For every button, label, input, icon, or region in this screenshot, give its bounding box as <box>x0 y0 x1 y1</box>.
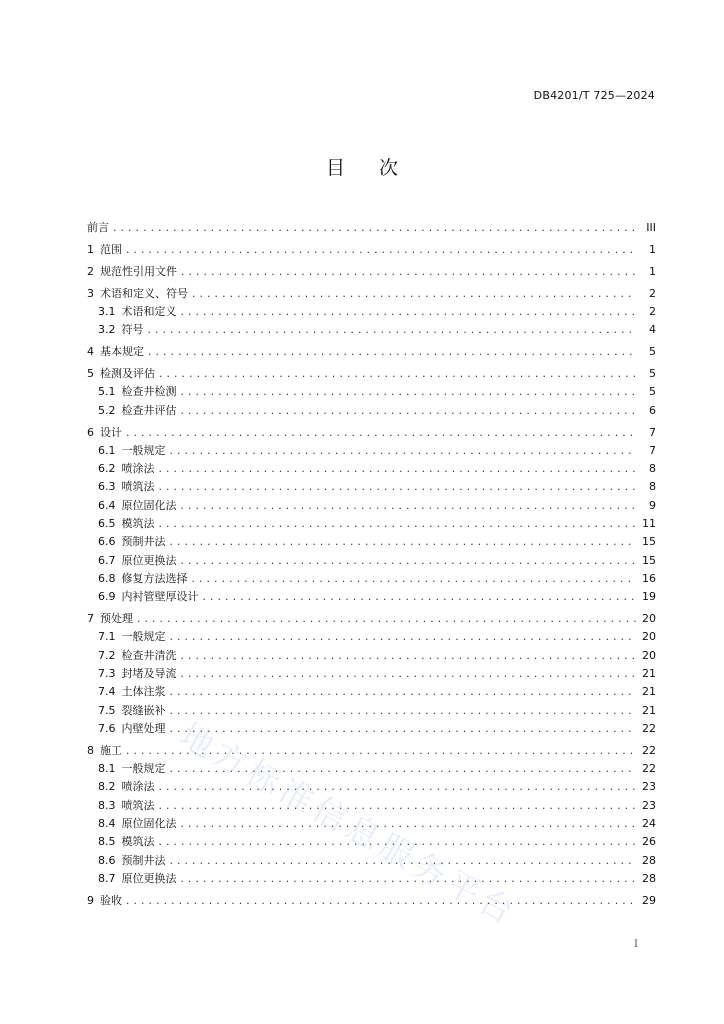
toc-entry-page: 15 <box>642 553 656 567</box>
toc-leader-dots <box>125 246 636 257</box>
toc-entry-title: 一般规定 <box>121 762 166 776</box>
toc-entry-title: 前言 <box>87 221 109 234</box>
toc-entry-title: 喷涂法 <box>121 462 155 476</box>
toc-entry-number: 6.3 <box>98 480 116 494</box>
toc-entry-title: 封堵及导流 <box>121 666 177 680</box>
toc-entry-number: 2 <box>87 264 94 278</box>
toc-entry-page: 29 <box>642 893 656 907</box>
toc-entry-page: 28 <box>642 853 656 867</box>
document-code: DB4201/T 725—2024 <box>533 89 655 102</box>
toc-entry-title: 一般规定 <box>121 630 166 644</box>
toc-leader-dots <box>180 557 637 568</box>
toc-entry-page: 22 <box>642 721 656 735</box>
toc-entry-title: 设计 <box>100 425 122 439</box>
toc-leader-dots <box>158 370 636 381</box>
toc-entry[interactable] <box>87 797 656 815</box>
toc-entry-title: 原位更换法 <box>121 871 177 885</box>
toc-entry-number: 6 <box>87 425 94 439</box>
toc-entry[interactable] <box>87 870 656 888</box>
toc-leader-dots <box>158 520 637 531</box>
toc-entry-title: 检测及评估 <box>100 367 155 381</box>
table-of-contents <box>87 219 656 910</box>
toc-entry[interactable] <box>87 702 656 720</box>
toc-entry-page: 1 <box>649 264 656 278</box>
toc-entry-page: III <box>646 221 656 234</box>
toc-entry-number: 8.4 <box>98 816 116 830</box>
toc-entry-page: 23 <box>642 780 656 794</box>
toc-entry[interactable] <box>87 647 656 665</box>
toc-entry-page: 21 <box>642 703 656 717</box>
toc-entry-page: 22 <box>642 743 656 757</box>
toc-leader-dots <box>169 725 637 736</box>
toc-entry-title: 术语和定义、符号 <box>100 286 188 300</box>
toc-entry[interactable] <box>87 683 656 701</box>
toc-entry[interactable] <box>87 402 656 420</box>
toc-entry-page: 7 <box>649 443 656 457</box>
toc-leader-dots <box>191 575 637 586</box>
toc-entry-number: 8.5 <box>98 835 116 849</box>
toc-entry-page: 19 <box>642 590 656 604</box>
toc-leader-dots <box>125 429 636 440</box>
toc-entry-number: 6.4 <box>98 498 116 512</box>
toc-entry[interactable] <box>87 833 656 851</box>
toc-entry[interactable] <box>87 515 656 533</box>
toc-entry[interactable] <box>87 552 656 570</box>
toc-entry-title: 验收 <box>100 893 122 907</box>
toc-entry-number: 7 <box>87 612 94 626</box>
title-char-left: 目 <box>325 157 345 179</box>
toc-entry[interactable] <box>87 241 656 259</box>
toc-leader-dots <box>125 897 636 908</box>
toc-entry[interactable] <box>87 460 656 478</box>
toc-entry-title: 符号 <box>121 323 144 337</box>
toc-entry-page: 8 <box>649 462 656 476</box>
toc-leader-dots <box>136 615 636 626</box>
toc-leader-dots <box>125 747 636 758</box>
toc-leader-dots <box>180 820 637 831</box>
toc-entry[interactable] <box>87 760 656 778</box>
toc-leader-dots <box>158 465 637 476</box>
toc-entry-number: 7.1 <box>98 630 116 644</box>
toc-entry-number: 6.5 <box>98 517 116 531</box>
toc-entry-page: 9 <box>649 498 656 512</box>
toc-entry-page: 21 <box>642 666 656 680</box>
toc-entry-number: 3 <box>87 286 94 300</box>
toc-leader-dots <box>158 783 637 794</box>
toc-entry-page: 21 <box>642 685 656 699</box>
toc-entry-number: 8.3 <box>98 798 116 812</box>
toc-entry[interactable] <box>87 533 656 551</box>
toc-entry-title: 喷筑法 <box>121 798 155 812</box>
toc-entry-page: 6 <box>649 403 656 417</box>
toc-entry-page: 20 <box>642 648 656 662</box>
toc-entry-page: 26 <box>642 835 656 849</box>
toc-leader-dots <box>180 268 636 279</box>
toc-entry-title: 预处理 <box>100 612 133 626</box>
toc-entry-number: 1 <box>87 242 94 256</box>
toc-entry-title: 内衬管壁厚设计 <box>121 590 199 604</box>
toc-entry[interactable] <box>87 263 656 281</box>
watermark: 地方标准信息服务平台 <box>173 715 525 934</box>
toc-leader-dots <box>180 388 637 399</box>
toc-entry-page: 7 <box>649 425 656 439</box>
toc-entry-title: 预制井法 <box>121 853 166 867</box>
toc-entry-page: 8 <box>649 480 656 494</box>
toc-entry-title: 土体注浆 <box>121 685 166 699</box>
toc-entry-number: 6.9 <box>98 590 116 604</box>
toc-entry-title: 术语和定义 <box>121 304 177 318</box>
toc-leader-dots <box>147 348 636 359</box>
toc-leader-dots <box>169 688 637 699</box>
toc-entry-title: 基本规定 <box>100 345 144 359</box>
toc-entry-number: 6.1 <box>98 443 116 457</box>
toc-entry-title: 检查井清洗 <box>121 648 177 662</box>
toc-entry-number: 5 <box>87 367 94 381</box>
toc-leader-dots <box>180 670 637 681</box>
toc-entry-page: 2 <box>649 304 656 318</box>
page-title <box>0 153 724 180</box>
toc-entry-page: 28 <box>642 871 656 885</box>
toc-entry-title: 内壁处理 <box>121 721 166 735</box>
toc-entry[interactable] <box>87 628 656 646</box>
toc-entry[interactable] <box>87 815 656 833</box>
toc-entry-page: 1 <box>649 242 656 256</box>
toc-entry-page: 2 <box>649 286 656 300</box>
toc-entry-number: 9 <box>87 893 94 907</box>
toc-entry[interactable] <box>87 383 656 401</box>
toc-entry-number: 6.2 <box>98 462 116 476</box>
toc-leader-dots <box>147 326 637 337</box>
toc-entry-page: 24 <box>642 816 656 830</box>
toc-entry-number: 6.8 <box>98 571 116 585</box>
toc-entry-number: 7.6 <box>98 721 116 735</box>
toc-entry-page: 5 <box>649 345 656 359</box>
toc-leader-dots <box>169 633 637 644</box>
toc-entry-title: 修复方法选择 <box>121 571 188 585</box>
toc-entry-number: 8.2 <box>98 780 116 794</box>
toc-entry-number: 3.1 <box>98 304 116 318</box>
toc-leader-dots <box>180 652 637 663</box>
toc-entry-number: 3.2 <box>98 323 116 337</box>
toc-entry-title: 原位固化法 <box>121 816 177 830</box>
toc-leader-dots <box>169 447 637 458</box>
toc-leader-dots <box>158 483 637 494</box>
toc-entry-number: 7.3 <box>98 666 116 680</box>
toc-entry[interactable] <box>87 321 656 339</box>
toc-entry-title: 喷涂法 <box>121 780 155 794</box>
toc-entry[interactable] <box>87 588 656 606</box>
toc-entry[interactable] <box>87 343 656 361</box>
toc-entry-number: 8.1 <box>98 762 116 776</box>
toc-entry-page: 16 <box>642 571 656 585</box>
toc-leader-dots <box>202 593 637 604</box>
toc-entry-page: 5 <box>649 367 656 381</box>
toc-entry-number: 5.2 <box>98 403 116 417</box>
toc-entry[interactable] <box>87 285 656 303</box>
toc-entry-title: 喷筑法 <box>121 480 155 494</box>
toc-leader-dots <box>169 707 637 718</box>
toc-leader-dots <box>180 308 637 319</box>
toc-leader-dots <box>191 290 636 301</box>
toc-entry[interactable] <box>87 424 656 442</box>
toc-entry[interactable] <box>87 219 656 237</box>
toc-entry[interactable] <box>87 303 656 321</box>
toc-entry-title: 一般规定 <box>121 443 166 457</box>
toc-entry-page: 15 <box>642 535 656 549</box>
title-char-right: 次 <box>379 157 399 179</box>
toc-entry-number: 7.2 <box>98 648 116 662</box>
toc-entry-page: 5 <box>649 385 656 399</box>
toc-leader-dots <box>112 224 636 235</box>
toc-leader-dots <box>180 875 637 886</box>
toc-leader-dots <box>169 857 637 868</box>
toc-entry-number: 8 <box>87 743 94 757</box>
toc-entry[interactable] <box>87 497 656 515</box>
toc-entry-title: 规范性引用文件 <box>100 264 177 278</box>
page-number: I <box>634 939 638 950</box>
toc-entry[interactable] <box>87 365 656 383</box>
toc-entry-page: 4 <box>649 323 656 337</box>
toc-entry-number: 4 <box>87 345 94 359</box>
toc-entry-page: 11 <box>642 517 656 531</box>
toc-entry[interactable] <box>87 720 656 738</box>
toc-entry[interactable] <box>87 892 656 910</box>
toc-entry-number: 5.1 <box>98 385 116 399</box>
toc-entry[interactable] <box>87 478 656 496</box>
toc-entry[interactable] <box>87 665 656 683</box>
toc-entry[interactable] <box>87 610 656 628</box>
toc-leader-dots <box>169 538 637 549</box>
toc-entry-number: 8.6 <box>98 853 116 867</box>
toc-entry-number: 8.7 <box>98 871 116 885</box>
toc-entry-number: 7.5 <box>98 703 116 717</box>
toc-entry-title: 范围 <box>100 242 122 256</box>
toc-entry-title: 原位更换法 <box>121 553 177 567</box>
toc-entry-title: 预制井法 <box>121 535 166 549</box>
toc-entry-number: 7.4 <box>98 685 116 699</box>
toc-entry-number: 6.6 <box>98 535 116 549</box>
toc-entry-title: 裂缝嵌补 <box>121 703 166 717</box>
toc-entry-page: 23 <box>642 798 656 812</box>
toc-entry[interactable] <box>87 778 656 796</box>
toc-leader-dots <box>158 802 637 813</box>
toc-entry-number: 6.7 <box>98 553 116 567</box>
toc-entry[interactable] <box>87 570 656 588</box>
toc-entry[interactable] <box>87 742 656 760</box>
toc-entry-title: 模筑法 <box>121 517 155 531</box>
toc-entry-title: 施工 <box>100 743 122 757</box>
toc-entry[interactable] <box>87 852 656 870</box>
toc-entry-title: 模筑法 <box>121 835 155 849</box>
toc-entry-page: 20 <box>642 630 656 644</box>
toc-entry-page: 20 <box>642 612 656 626</box>
toc-entry-title: 检查井评估 <box>121 403 177 417</box>
toc-leader-dots <box>169 765 637 776</box>
toc-leader-dots <box>180 502 637 513</box>
toc-entry-title: 检查井检测 <box>121 385 177 399</box>
toc-entry-title: 原位固化法 <box>121 498 177 512</box>
toc-entry[interactable] <box>87 442 656 460</box>
toc-entry-page: 22 <box>642 762 656 776</box>
toc-leader-dots <box>158 838 637 849</box>
toc-leader-dots <box>180 407 637 418</box>
